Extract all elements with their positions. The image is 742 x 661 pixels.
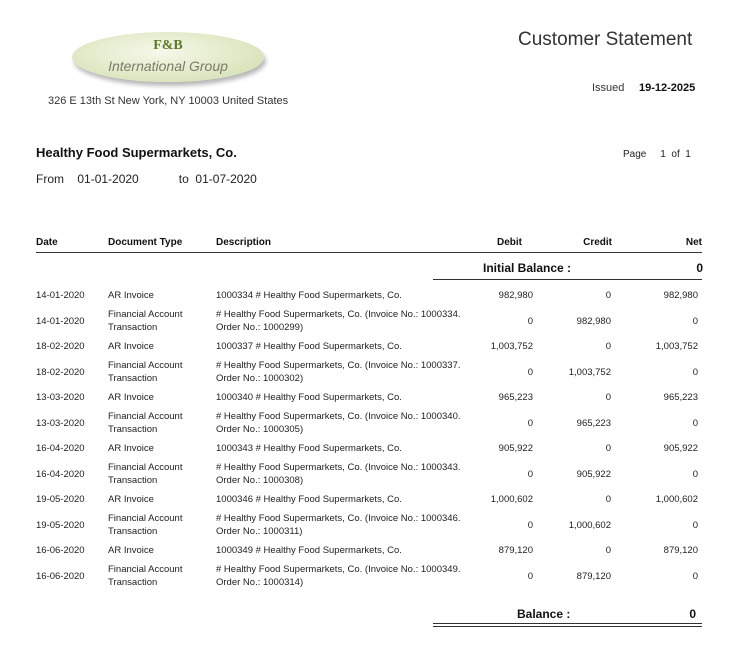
row-date: 13-03-2020: [36, 417, 85, 429]
table-row: [36, 285, 698, 306]
row-date: 14-01-2020: [36, 315, 85, 327]
row-debit: 0: [527, 570, 533, 582]
row-net: 879,120: [663, 545, 698, 556]
row-credit: 1,000,602: [568, 519, 611, 531]
row-type: AR Invoice: [108, 392, 154, 403]
row-date: 16-06-2020: [36, 570, 85, 582]
row-date: 18-02-2020: [36, 341, 85, 352]
row-net: 0: [692, 570, 698, 582]
initial-balance-rule: [433, 279, 702, 280]
row-type: AR Invoice: [108, 443, 154, 454]
table-row: [36, 336, 698, 357]
table-row: [36, 408, 698, 438]
logo-text-primary: F&B: [153, 38, 183, 53]
row-credit: 965,223: [576, 417, 611, 429]
row-description: 1000334 # Healthy Food Supermarkets, Co.: [216, 290, 402, 301]
from-label: From: [36, 172, 64, 186]
row-description: # Healthy Food Supermarkets, Co. (Invoice No.: 1000346. Order No.: 1000311): [216, 513, 461, 537]
row-description: # Healthy Food Supermarkets, Co. (Invoice No.: 1000340. Order No.: 1000305): [216, 411, 461, 435]
statement-period: [36, 172, 257, 186]
row-description: 1000343 # Healthy Food Supermarkets, Co.: [216, 443, 402, 454]
row-description: 1000346 # Healthy Food Supermarkets, Co.: [216, 494, 402, 505]
logo-oval: [72, 32, 264, 82]
row-description: 1000337 # Healthy Food Supermarkets, Co.: [216, 341, 402, 352]
col-header-credit: Credit: [583, 237, 612, 248]
issued-date: 19-12-2025: [639, 82, 696, 94]
balance-rule-lower: [433, 626, 702, 627]
row-type: Financial Account Transaction: [108, 360, 183, 384]
row-description: 1000340 # Healthy Food Supermarkets, Co.: [216, 392, 402, 403]
row-date: 13-03-2020: [36, 392, 85, 403]
row-net: 0: [692, 468, 698, 480]
row-credit: 879,120: [576, 570, 611, 582]
row-date: 16-04-2020: [36, 468, 85, 480]
table-row: [36, 459, 698, 489]
row-credit: 1,003,752: [568, 366, 611, 378]
row-description: # Healthy Food Supermarkets, Co. (Invoice No.: 1000343. Order No.: 1000308): [216, 462, 461, 486]
issued-label: Issued: [592, 82, 625, 94]
row-description: # Healthy Food Supermarkets, Co. (Invoice No.: 1000337. Order No.: 1000302): [216, 360, 461, 384]
table-row: [36, 357, 698, 387]
statement-table: [36, 285, 698, 591]
row-debit: 965,223: [498, 392, 533, 403]
to-label: to: [178, 172, 189, 186]
row-net: 0: [692, 366, 698, 378]
row-date: 16-06-2020: [36, 545, 85, 556]
col-header-net: Net: [685, 237, 702, 248]
header-rule: [36, 252, 702, 253]
row-type: AR Invoice: [108, 545, 154, 556]
page-label: Page: [623, 149, 647, 160]
row-type: AR Invoice: [108, 341, 154, 352]
row-description: 1000349 # Healthy Food Supermarkets, Co.: [216, 545, 402, 556]
row-debit: 0: [527, 315, 533, 327]
row-credit: 982,980: [576, 315, 611, 327]
row-debit: 0: [527, 519, 533, 531]
row-type: AR Invoice: [108, 494, 154, 505]
document-title: Customer Statement: [518, 29, 693, 50]
row-credit: 0: [605, 443, 611, 454]
initial-balance-label: Initial Balance :: [483, 261, 572, 275]
to-date: 01-07-2020: [195, 172, 257, 186]
from-date: 01-01-2020: [77, 172, 139, 186]
col-header-description: Description: [216, 237, 272, 248]
row-debit: 0: [527, 468, 533, 480]
initial-balance-value: 0: [696, 261, 703, 275]
page-indicator: [623, 149, 691, 160]
row-net: 965,223: [663, 392, 698, 403]
row-type: AR Invoice: [108, 290, 154, 301]
row-date: 19-05-2020: [36, 494, 85, 505]
row-debit: 982,980: [498, 290, 533, 301]
row-debit: 0: [527, 366, 533, 378]
row-net: 0: [692, 315, 698, 327]
table-row: [36, 561, 698, 591]
table-row: [36, 540, 698, 561]
page-total: 1: [685, 149, 691, 160]
col-header-date: Date: [36, 237, 58, 248]
row-type: Financial Account Transaction: [108, 513, 183, 537]
row-net: 1,000,602: [655, 494, 698, 505]
logo-text-secondary: International Group: [108, 58, 228, 74]
balance-value: 0: [689, 607, 696, 621]
table-row: [36, 306, 698, 336]
row-description: # Healthy Food Supermarkets, Co. (Invoice No.: 1000334. Order No.: 1000299): [216, 309, 461, 333]
row-date: 18-02-2020: [36, 366, 85, 378]
row-type: Financial Account Transaction: [108, 564, 183, 588]
row-credit: 0: [605, 545, 611, 556]
row-debit: 1,000,602: [490, 494, 533, 505]
row-date: 16-04-2020: [36, 443, 85, 454]
row-date: 19-05-2020: [36, 519, 85, 531]
row-net: 0: [692, 519, 698, 531]
table-row: [36, 387, 698, 408]
row-debit: 879,120: [498, 545, 533, 556]
company-address: 326 E 13th St New York, NY 10003 United States: [48, 95, 289, 107]
row-type: Financial Account Transaction: [108, 309, 183, 333]
row-credit: 0: [605, 290, 611, 301]
row-debit: 905,922: [498, 443, 533, 454]
row-credit: 905,922: [576, 468, 611, 480]
row-net: 982,980: [663, 290, 698, 301]
row-debit: 1,003,752: [490, 341, 533, 352]
page-of: of: [671, 149, 680, 160]
row-credit: 0: [605, 494, 611, 505]
row-description: # Healthy Food Supermarkets, Co. (Invoice No.: 1000349. Order No.: 1000314): [216, 564, 461, 588]
company-logo: [72, 32, 268, 88]
col-header-debit: Debit: [497, 237, 522, 248]
table-row: [36, 438, 698, 459]
row-credit: 0: [605, 341, 611, 352]
row-type: Financial Account Transaction: [108, 462, 183, 486]
row-type: Financial Account Transaction: [108, 411, 183, 435]
row-date: 14-01-2020: [36, 290, 85, 301]
row-net: 1,003,752: [655, 341, 698, 352]
row-net: 0: [692, 417, 698, 429]
table-row: [36, 489, 698, 510]
row-credit: 0: [605, 392, 611, 403]
balance-rule-upper: [433, 623, 702, 624]
table-row: [36, 510, 698, 540]
balance-label: Balance :: [517, 607, 571, 621]
row-debit: 0: [527, 417, 533, 429]
col-header-type: Document Type: [108, 237, 183, 248]
customer-name: Healthy Food Supermarkets, Co.: [36, 145, 237, 160]
row-net: 905,922: [663, 443, 698, 454]
page-current: 1: [660, 149, 666, 160]
